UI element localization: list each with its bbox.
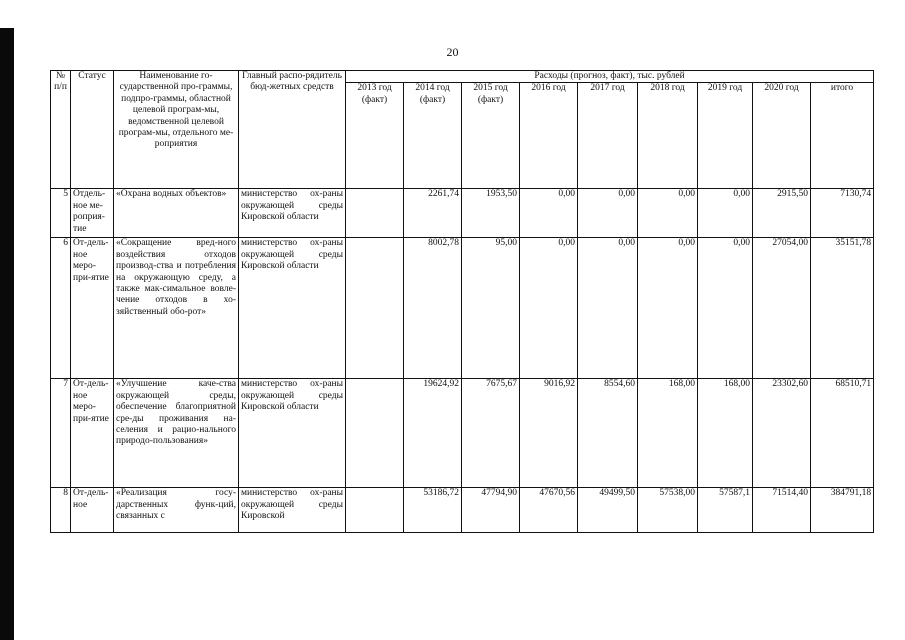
scan-edge-bar [0, 28, 14, 640]
row-name: «Улучшение каче-ства окружающей среды, обеспечение благоприятной сре-ды проживания на-селения и рацио-нального природо-пользования» [114, 379, 239, 488]
row-value-2015: 7675,67 [462, 379, 520, 488]
header-year: 2016 год [520, 83, 578, 189]
row-status: От-дель-ное [71, 488, 114, 533]
row-value-2015: 1953,50 [462, 189, 520, 238]
header-year: 2019 год [698, 83, 753, 189]
row-value-2017: 0,00 [578, 189, 638, 238]
row-value-total: 384791,18 [811, 488, 874, 533]
page-number: 20 [446, 45, 459, 59]
table-row [51, 238, 874, 379]
row-value-total: 35151,78 [811, 238, 874, 379]
row-name: «Сокращение вред-ного воздействия отходов производ-ства и потребления на окружающую среду, а также мак-симальное вовле-чение отходов в хо-зяйственный обо-рот» [114, 238, 239, 379]
row-value-2015: 95,00 [462, 238, 520, 379]
row-value-2018: 168,00 [638, 379, 698, 488]
row-value-2016: 0,00 [520, 238, 578, 379]
row-value-2013 [346, 488, 404, 533]
row-value-total: 68510,71 [811, 379, 874, 488]
row-number: 8 [51, 488, 71, 533]
row-value-total: 7130,74 [811, 189, 874, 238]
row-name: «Охрана водных объектов» [114, 189, 239, 238]
row-value-2014: 19624,92 [404, 379, 462, 488]
row-value-2014: 2261,74 [404, 189, 462, 238]
row-value-2013 [346, 379, 404, 488]
row-executor: министерство ох-раны окружающей среды Кировской области [239, 379, 346, 488]
row-value-2020: 23302,60 [753, 379, 811, 488]
budget-table [50, 70, 874, 533]
row-executor: министерство ох-раны окружающей среды Кировской области [239, 238, 346, 379]
table-row [51, 379, 874, 488]
row-name: «Реализация госу-дарственных функ-ций, связанных с [114, 488, 239, 533]
row-value-2018: 0,00 [638, 189, 698, 238]
row-value-2018: 0,00 [638, 238, 698, 379]
row-value-2017: 49499,50 [578, 488, 638, 533]
table-row [51, 488, 874, 533]
header-executor: Главный распо-рядитель бюд-жетных средств [239, 71, 346, 189]
row-value-2013 [346, 189, 404, 238]
header-year: 2014 год (факт) [404, 83, 462, 189]
row-value-2016: 47670,56 [520, 488, 578, 533]
header-total: итого [811, 83, 874, 189]
row-number: 5 [51, 189, 71, 238]
header-year: 2017 год [578, 83, 638, 189]
header-num: № п/п [51, 71, 71, 189]
row-value-2017: 0,00 [578, 238, 638, 379]
row-value-2014: 8002,78 [404, 238, 462, 379]
row-value-2019: 0,00 [698, 189, 753, 238]
row-number: 7 [51, 379, 71, 488]
header-row-top [51, 71, 874, 83]
row-value-2019: 57587,1 [698, 488, 753, 533]
row-value-2014: 53186,72 [404, 488, 462, 533]
row-status: От-дель-ное меро-при-ятие [71, 379, 114, 488]
row-value-2020: 71514,40 [753, 488, 811, 533]
row-status: Отдель-ное ме-роприя-тие [71, 189, 114, 238]
row-value-2019: 168,00 [698, 379, 753, 488]
row-value-2018: 57538,00 [638, 488, 698, 533]
row-number: 6 [51, 238, 71, 379]
table-row [51, 189, 874, 238]
row-value-2013 [346, 238, 404, 379]
row-value-2020: 27054,00 [753, 238, 811, 379]
row-executor: министерство ох-раны окружающей среды Кировской области [239, 189, 346, 238]
header-year: 2020 год [753, 83, 811, 189]
header-year: 2018 год [638, 83, 698, 189]
row-value-2019: 0,00 [698, 238, 753, 379]
row-executor: министерство ох-раны окружающей среды Кировской [239, 488, 346, 533]
row-value-2016: 9016,92 [520, 379, 578, 488]
header-year: 2015 год (факт) [462, 83, 520, 189]
row-value-2015: 47794,90 [462, 488, 520, 533]
header-name: Наименование го-сударственной про-граммы, подпро-граммы, областной целевой програм-мы, ведомственной целевой програм-мы, отдельного ме-роприятия [114, 71, 239, 189]
row-value-2017: 8554,60 [578, 379, 638, 488]
row-value-2016: 0,00 [520, 189, 578, 238]
row-status: От-дель-ное меро-при-ятие [71, 238, 114, 379]
row-value-2020: 2915,50 [753, 189, 811, 238]
header-expenses: Расходы (прогноз, факт), тыс. рублей [346, 71, 874, 83]
header-year: 2013 год (факт) [346, 83, 404, 189]
header-status: Статус [71, 71, 114, 189]
